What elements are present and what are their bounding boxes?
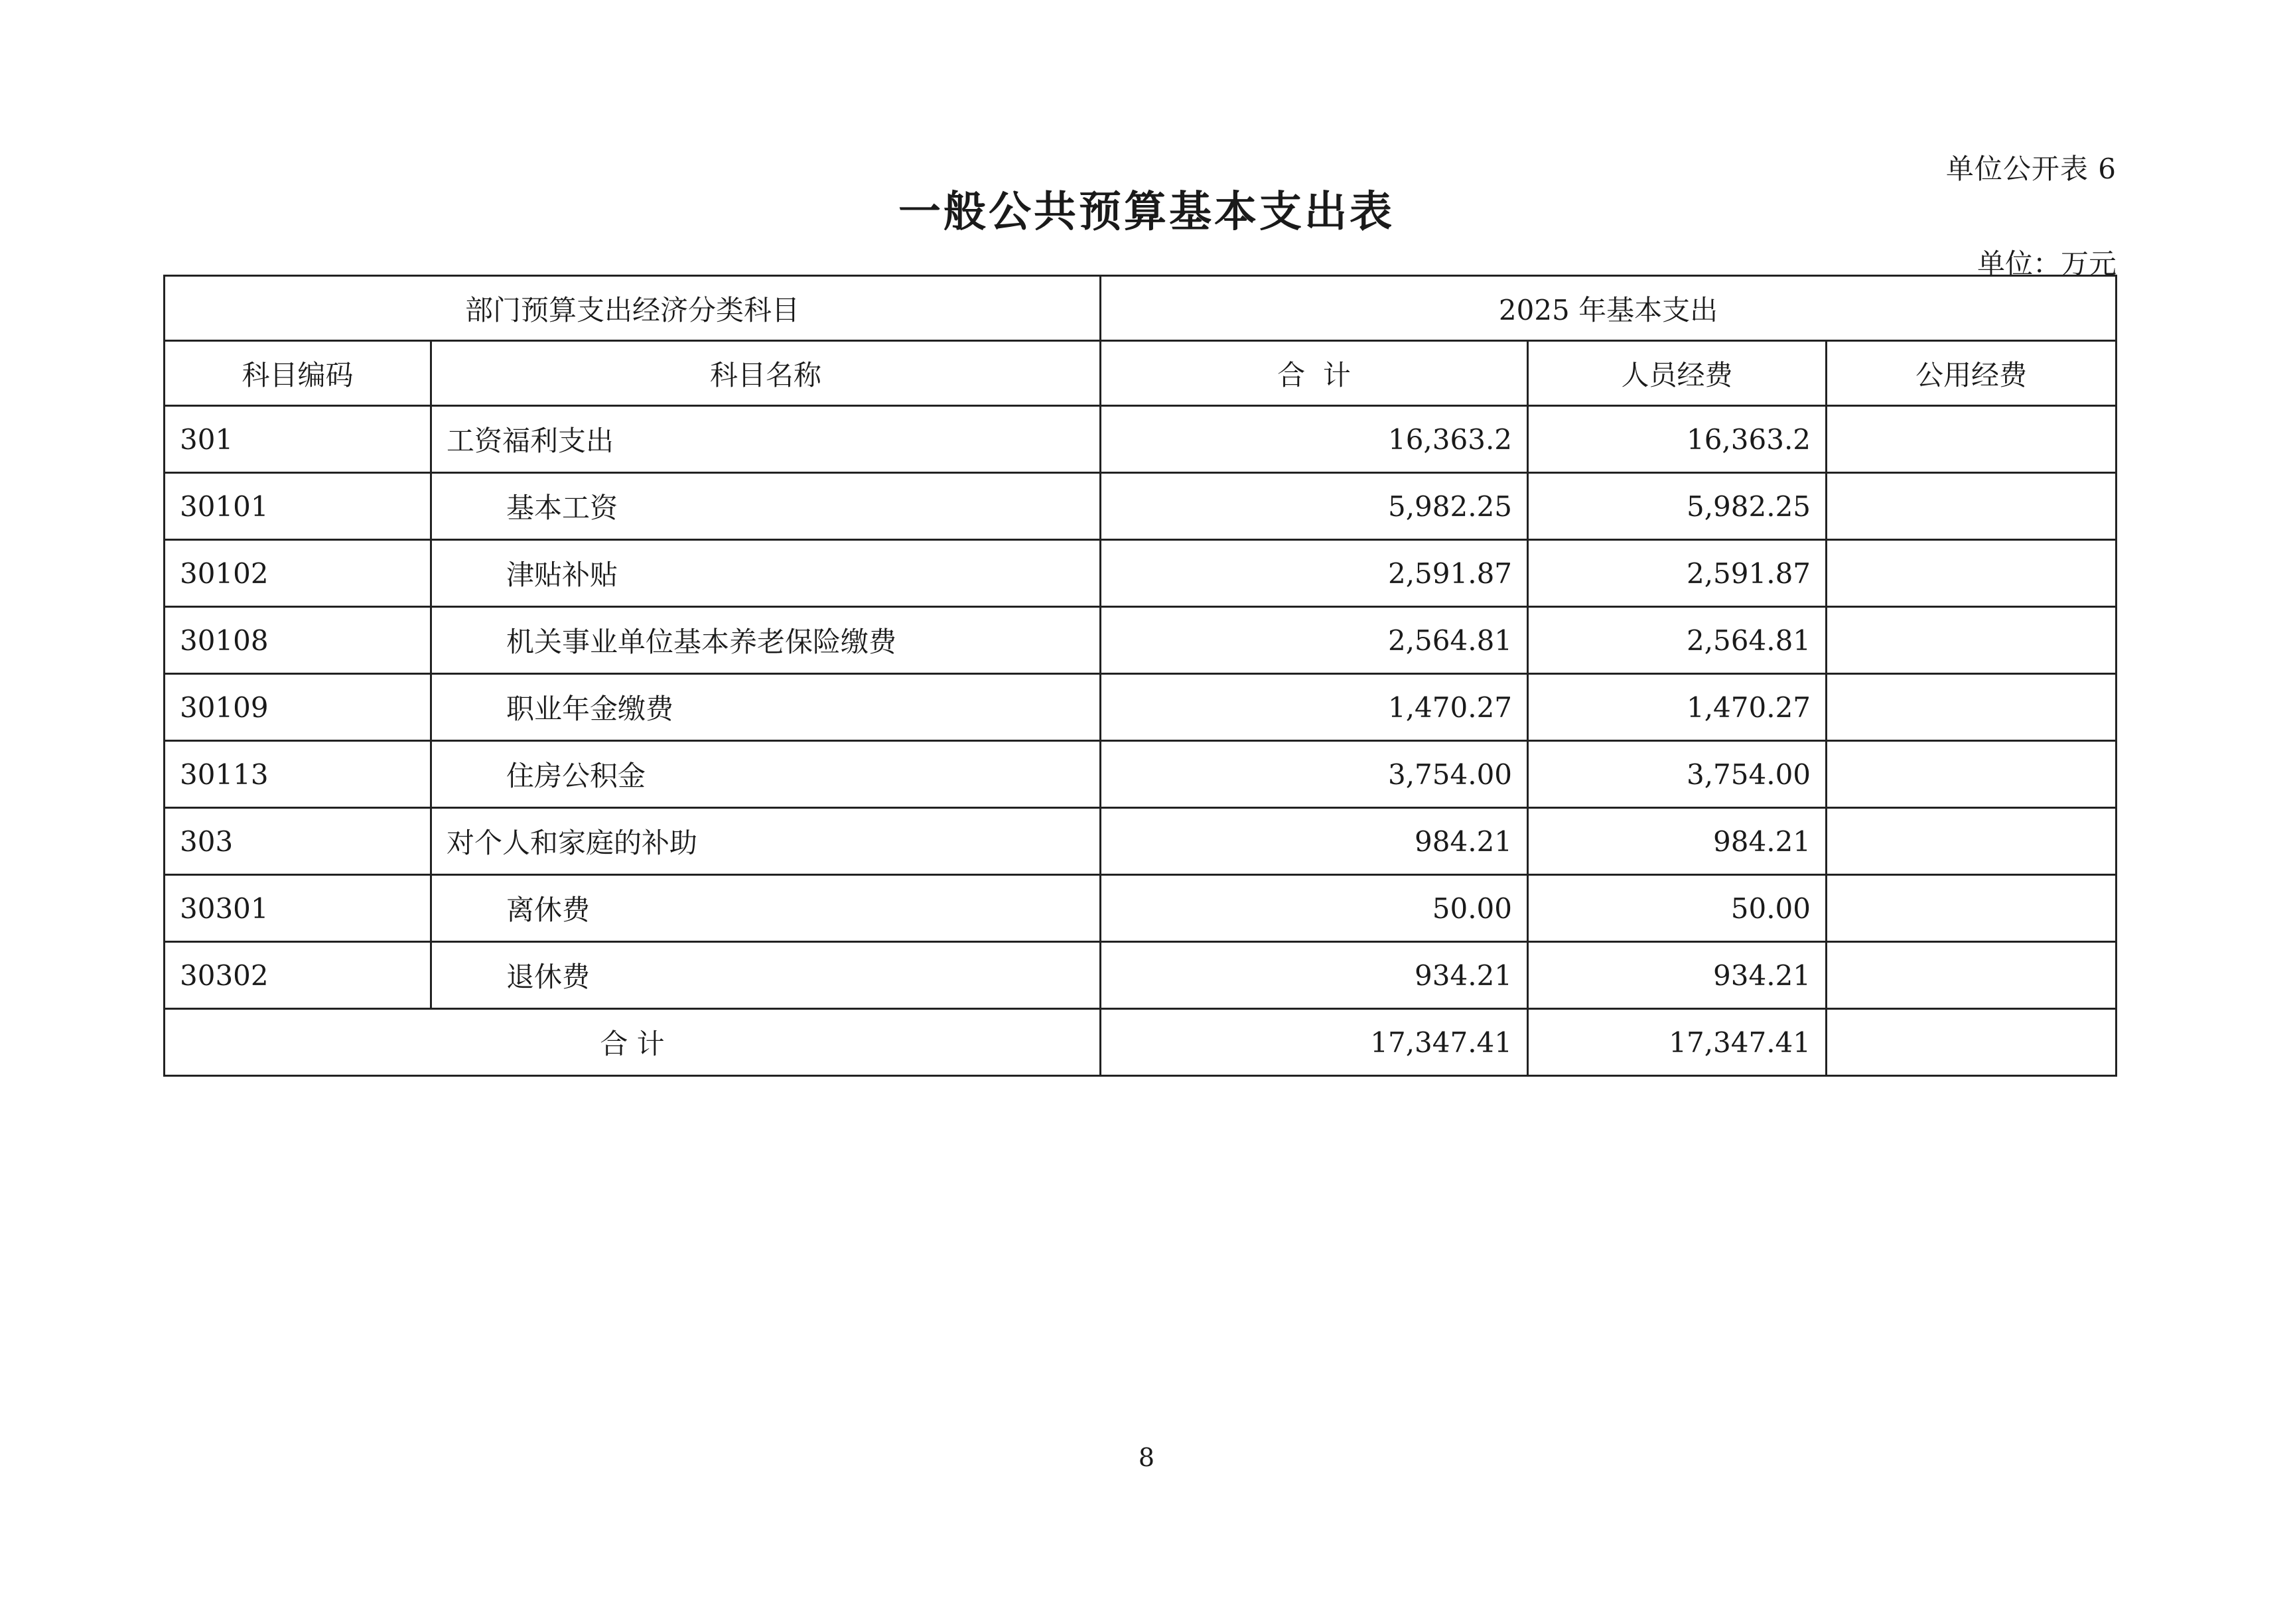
personnel-value: 16,363.2 bbox=[1528, 406, 1827, 473]
subject-name: 离休费 bbox=[431, 875, 1101, 942]
personnel-value: 50.00 bbox=[1528, 875, 1827, 942]
header-personnel-expense: 人员经费 bbox=[1528, 341, 1827, 406]
total-label: 合 计 bbox=[165, 1009, 1101, 1076]
header-row-group bbox=[165, 276, 2117, 341]
header-public-expense: 公用经费 bbox=[1827, 341, 2117, 406]
public-value bbox=[1827, 942, 2117, 1009]
table-row bbox=[165, 875, 2117, 942]
total-row bbox=[165, 1009, 2117, 1076]
personnel-value: 2,591.87 bbox=[1528, 540, 1827, 607]
table-row bbox=[165, 607, 2117, 674]
budget-table bbox=[163, 275, 2117, 1077]
total-value: 1,470.27 bbox=[1101, 674, 1528, 741]
public-value bbox=[1827, 473, 2117, 540]
personnel-value: 934.21 bbox=[1528, 942, 1827, 1009]
public-value bbox=[1827, 607, 2117, 674]
total-value: 2,564.81 bbox=[1101, 607, 1528, 674]
public-value bbox=[1827, 540, 2117, 607]
header-row-columns bbox=[165, 341, 2117, 406]
table-row bbox=[165, 674, 2117, 741]
table-row bbox=[165, 808, 2117, 875]
personnel-value: 1,470.27 bbox=[1528, 674, 1827, 741]
subject-code: 30302 bbox=[165, 942, 431, 1009]
subject-code: 30102 bbox=[165, 540, 431, 607]
public-value bbox=[1827, 406, 2117, 473]
total-value: 50.00 bbox=[1101, 875, 1528, 942]
total-value: 5,982.25 bbox=[1101, 473, 1528, 540]
subject-name: 工资福利支出 bbox=[431, 406, 1101, 473]
subject-code: 30109 bbox=[165, 674, 431, 741]
subject-code: 30101 bbox=[165, 473, 431, 540]
subject-name: 机关事业单位基本养老保险缴费 bbox=[431, 607, 1101, 674]
total-value: 2,591.87 bbox=[1101, 540, 1528, 607]
subject-name: 对个人和家庭的补助 bbox=[431, 808, 1101, 875]
total-value: 984.21 bbox=[1101, 808, 1528, 875]
table-row bbox=[165, 406, 2117, 473]
subject-code: 30113 bbox=[165, 741, 431, 808]
total-value: 3,754.00 bbox=[1101, 741, 1528, 808]
table-row bbox=[165, 741, 2117, 808]
table-row bbox=[165, 473, 2117, 540]
subject-code: 301 bbox=[165, 406, 431, 473]
unit-label: 单位：万元 bbox=[1977, 247, 2117, 280]
subject-name: 退休费 bbox=[431, 942, 1101, 1009]
table-row bbox=[165, 540, 2117, 607]
subject-name: 职业年金缴费 bbox=[431, 674, 1101, 741]
sum-personnel-value: 17,347.41 bbox=[1528, 1009, 1827, 1076]
personnel-value: 5,982.25 bbox=[1528, 473, 1827, 540]
personnel-value: 984.21 bbox=[1528, 808, 1827, 875]
sum-public-value bbox=[1827, 1009, 2117, 1076]
public-value bbox=[1827, 875, 2117, 942]
page-number: 8 bbox=[1138, 1443, 1155, 1472]
header-subject-code: 科目编码 bbox=[165, 341, 431, 406]
public-value bbox=[1827, 674, 2117, 741]
table-row bbox=[165, 942, 2117, 1009]
subject-code: 303 bbox=[165, 808, 431, 875]
subject-code: 30108 bbox=[165, 607, 431, 674]
total-value: 934.21 bbox=[1101, 942, 1528, 1009]
public-value bbox=[1827, 808, 2117, 875]
personnel-value: 3,754.00 bbox=[1528, 741, 1827, 808]
subject-name: 基本工资 bbox=[431, 473, 1101, 540]
sum-total-value: 17,347.41 bbox=[1101, 1009, 1528, 1076]
subject-code: 30301 bbox=[165, 875, 431, 942]
table-number: 单位公开表 6 bbox=[1945, 153, 2117, 185]
subject-name: 住房公积金 bbox=[431, 741, 1101, 808]
page-title: 一般公共预算基本支出表 bbox=[898, 187, 1395, 237]
subject-name: 津贴补贴 bbox=[431, 540, 1101, 607]
personnel-value: 2,564.81 bbox=[1528, 607, 1827, 674]
header-basic-expenditure-2025: 2025 年基本支出 bbox=[1101, 276, 2117, 341]
header-subject-name: 科目名称 bbox=[431, 341, 1101, 406]
header-economic-classification: 部门预算支出经济分类科目 bbox=[165, 276, 1101, 341]
total-value: 16,363.2 bbox=[1101, 406, 1528, 473]
public-value bbox=[1827, 741, 2117, 808]
header-total: 合 计 bbox=[1101, 341, 1528, 406]
